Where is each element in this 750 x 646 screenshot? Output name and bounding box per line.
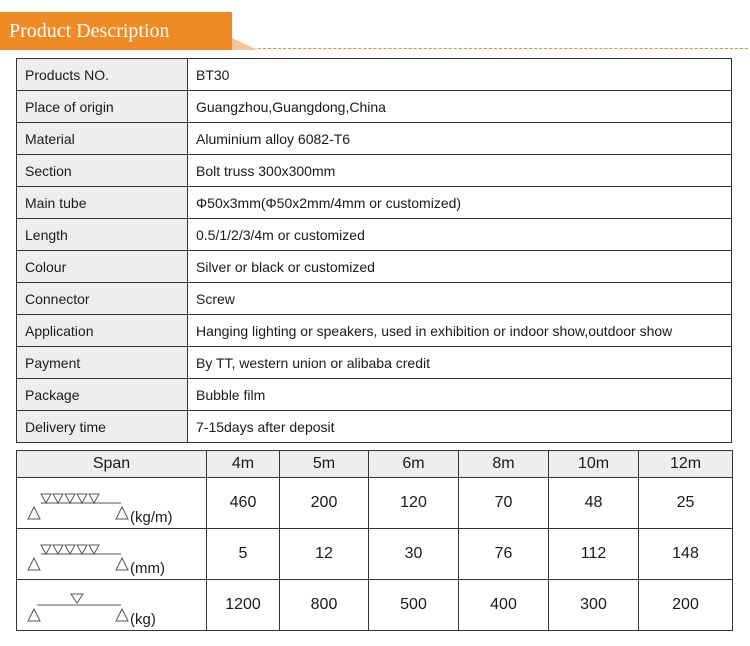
spec-value: Bubble film [188, 379, 732, 411]
table-row [17, 478, 733, 529]
spec-label: Section [17, 155, 188, 187]
spec-label: Products NO. [17, 59, 188, 91]
table-row [17, 91, 732, 123]
load-diagram-cell [17, 478, 207, 529]
spec-value: 7-15days after deposit [188, 411, 732, 443]
span-column-header: 12m [639, 451, 733, 478]
deflection-value: 148 [639, 529, 733, 580]
spec-value: Silver or black or customized [188, 251, 732, 283]
spec-value: Hanging lighting or speakers, used in exhibition or indoor show,outdoor show [188, 315, 732, 347]
point-load-value: 300 [549, 580, 639, 631]
center-point-load-diagram-icon [23, 588, 133, 622]
spec-value: BT30 [188, 59, 732, 91]
spec-value: 0.5/1/2/3/4m or customized [188, 219, 732, 251]
spec-label: Application [17, 315, 188, 347]
table-row [17, 529, 733, 580]
spec-label: Main tube [17, 187, 188, 219]
span-column-header: 4m [207, 451, 280, 478]
deflection-value: 12 [280, 529, 369, 580]
header-corner-shape [232, 38, 258, 50]
table-row [17, 59, 732, 91]
section-header [0, 0, 750, 56]
deflection-value: 76 [459, 529, 549, 580]
table-row [17, 155, 732, 187]
span-header-label: Span [17, 451, 207, 478]
table-row [17, 187, 732, 219]
table-row [17, 219, 732, 251]
load-diagram-cell [17, 529, 207, 580]
spec-value: Φ50x3mm(Φ50x2mm/4mm or customized) [188, 187, 732, 219]
deflection-value: 30 [369, 529, 459, 580]
table-row [17, 347, 732, 379]
point-load-value: 800 [280, 580, 369, 631]
point-load-value: 1200 [207, 580, 280, 631]
load-value: 70 [459, 478, 549, 529]
load-diagram-cell [17, 580, 207, 631]
span-load-table [16, 450, 733, 631]
deflection-value: 112 [549, 529, 639, 580]
spec-value: Guangzhou,Guangdong,China [188, 91, 732, 123]
spec-label: Colour [17, 251, 188, 283]
load-value: 460 [207, 478, 280, 529]
table-row [17, 580, 733, 631]
uniform-load-deflection-diagram-icon [23, 537, 133, 571]
point-load-unit: (kg) [130, 611, 156, 628]
spec-label: Place of origin [17, 91, 188, 123]
table-row [17, 251, 732, 283]
load-value: 200 [280, 478, 369, 529]
spec-table [16, 58, 732, 443]
span-column-header: 5m [280, 451, 369, 478]
span-column-header: 10m [549, 451, 639, 478]
table-header-row [17, 451, 733, 478]
table-row [17, 379, 732, 411]
uniform-load-diagram-icon [23, 486, 133, 520]
spec-value: Bolt truss 300x300mm [188, 155, 732, 187]
span-column-header: 8m [459, 451, 549, 478]
point-load-value: 200 [639, 580, 733, 631]
span-column-header: 6m [369, 451, 459, 478]
point-load-value: 500 [369, 580, 459, 631]
load-value: 120 [369, 478, 459, 529]
point-load-value: 400 [459, 580, 549, 631]
spec-value: By TT, western union or alibaba credit [188, 347, 732, 379]
spec-label: Payment [17, 347, 188, 379]
spec-label: Connector [17, 283, 188, 315]
spec-label: Material [17, 123, 188, 155]
deflection-value: 5 [207, 529, 280, 580]
header-dashed-rule [258, 48, 748, 49]
section-title: Product Description [0, 12, 232, 50]
spec-label: Length [17, 219, 188, 251]
load-value: 25 [639, 478, 733, 529]
load-unit: (kg/m) [130, 509, 173, 526]
table-row [17, 411, 732, 443]
spec-value: Aluminium alloy 6082-T6 [188, 123, 732, 155]
spec-label: Delivery time [17, 411, 188, 443]
load-value: 48 [549, 478, 639, 529]
table-row [17, 123, 732, 155]
table-row [17, 283, 732, 315]
table-row [17, 315, 732, 347]
spec-label: Package [17, 379, 188, 411]
spec-value: Screw [188, 283, 732, 315]
deflection-unit: (mm) [130, 560, 165, 577]
